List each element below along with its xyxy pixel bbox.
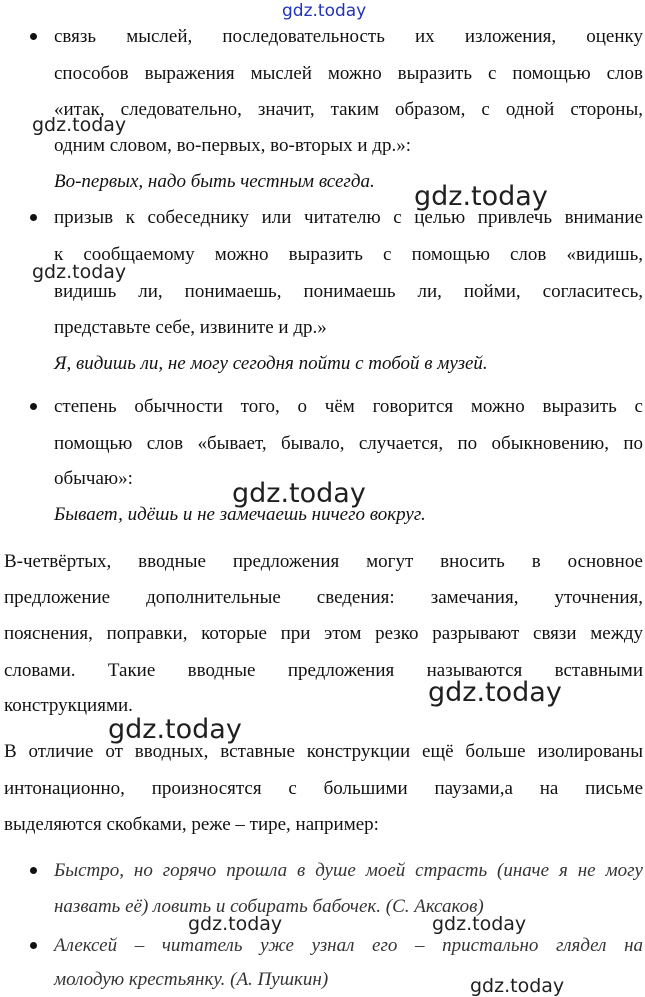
text-line: помощью слов «бывает, бывало, случается, по обыкновению, по [54, 433, 643, 454]
watermark: gdz.today [428, 677, 562, 708]
bullet [30, 33, 37, 40]
text-line: одним словом, во-первых, во-вторых и др.»: [54, 135, 412, 156]
text-line: предложение дополнительные сведения: замечания, уточнения, [4, 587, 643, 608]
example-line: назвать её) ловить и собирать бабочек. (С. Аксаков) [54, 896, 484, 917]
text-line: связь мыслей, последовательность их изложения, оценку [54, 26, 643, 47]
text-line: В-четвёртых, вводные предложения могут вносить в основное [4, 551, 643, 572]
watermark: gdz.today [470, 975, 565, 997]
example-line: Во-первых, надо быть честным всегда. [54, 171, 375, 192]
example-line: молодую крестьянку. (А. Пушкин) [54, 969, 329, 990]
example-line: Алексей – читатель уже узнал его – пристально глядел на [54, 935, 643, 956]
text-line: пояснения, поправки, которые при этом резко разрывают связи между [4, 623, 643, 644]
watermark: gdz.today [188, 913, 283, 935]
bullet [30, 867, 37, 874]
text-line: конструкциями. [4, 695, 133, 716]
text-line: способов выражения мыслей можно выразить с помощью слов [54, 63, 643, 84]
text-line: видишь ли, понимаешь, понимаешь ли, пойми, согласитесь, [54, 281, 643, 302]
example-line: Быстро, но горячо прошла в душе моей страсть (иначе я не могу [54, 860, 643, 881]
bullet [30, 942, 37, 949]
bullet [30, 214, 37, 221]
text-line: призыв к собеседнику или читателю с целью привлечь внимание [54, 207, 643, 228]
watermark: gdz.today [32, 261, 127, 283]
text-line: выделяются скобками, реже – тире, например: [4, 814, 379, 835]
watermark: gdz.today [108, 714, 242, 745]
text-line: интонационно, произносятся с большими паузами,а на письме [4, 778, 643, 799]
text-line: к сообщаемому можно выразить с помощью слов «видишь, [54, 244, 643, 265]
watermark: gdz.today [232, 478, 366, 509]
text-line: словами. Такие вводные предложения называются вставными [4, 660, 643, 681]
watermark: gdz.today [32, 114, 127, 136]
text-line: «итак, следовательно, значит, таким образом, с одной стороны, [54, 99, 643, 120]
text-line: представьте себе, извините и др.» [54, 317, 327, 338]
watermark: gdz.today [414, 181, 548, 212]
text-line: степень обычности того, о чём говорится можно выразить с [54, 396, 643, 417]
text-line: В отличие от вводных, вставные конструкции ещё больше изолированы [4, 741, 643, 762]
watermark-top: gdz.today [282, 1, 367, 21]
watermark: gdz.today [432, 913, 527, 935]
text-line: обычаю»: [54, 468, 133, 489]
example-line: Бывает, идёшь и не замечаешь ничего вокруг. [54, 504, 426, 525]
bullet [30, 403, 37, 410]
example-line: Я, видишь ли, не могу сегодня пойти с тобой в музей. [54, 353, 488, 374]
